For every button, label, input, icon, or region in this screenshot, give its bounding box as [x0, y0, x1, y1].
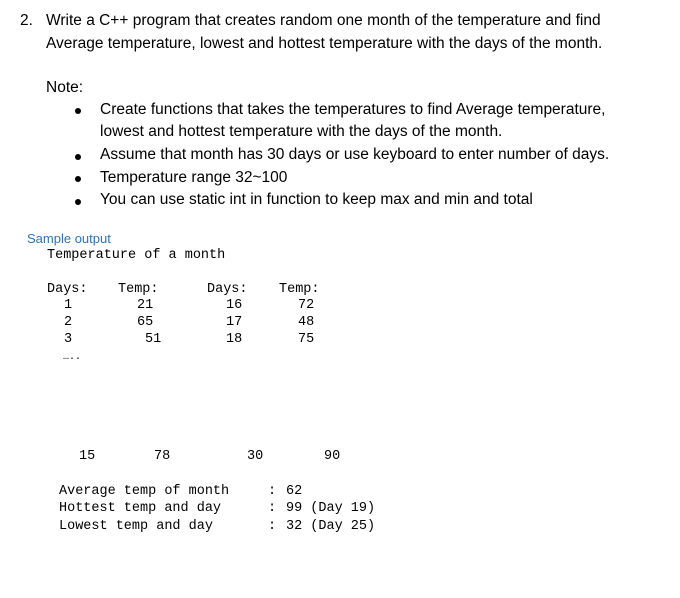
- bullet-dot: [75, 154, 81, 160]
- table-cell: 16: [226, 298, 243, 313]
- table-cell: 1: [64, 298, 73, 313]
- table-cell: 30: [247, 449, 264, 464]
- table-cell: 72: [298, 298, 315, 313]
- summary-hottest-sep: :: [268, 501, 277, 516]
- table-cell: 65: [137, 315, 154, 330]
- summary-average-value: 62: [286, 484, 303, 499]
- table-cell: 18: [226, 332, 243, 347]
- table-cell: 75: [298, 332, 315, 347]
- note-heading: Note:: [46, 79, 84, 96]
- summary-average-label: Average temp of month: [59, 484, 230, 499]
- table-cell: 15: [79, 449, 96, 464]
- table-cell: 17: [226, 315, 243, 330]
- table-cell: 90: [324, 449, 341, 464]
- summary-hottest-label: Hottest temp and day: [59, 501, 222, 516]
- note-bullet-1-line-2: lowest and hottest temperature with the days of the month.: [100, 123, 503, 140]
- summary-hottest-value: 99 (Day 19): [286, 501, 376, 516]
- note-bullet-4: You can use static int in function to keep max and min and total: [100, 191, 533, 208]
- sample-title: Temperature of a month: [47, 248, 226, 263]
- summary-average-sep: :: [268, 484, 277, 499]
- note-bullet-1-line-1: Create functions that takes the temperatures to find Average temperature,: [100, 101, 606, 118]
- header-temp-1: Temp:: [118, 282, 159, 297]
- table-cell: 3: [64, 332, 73, 347]
- header-days-2: Days:: [207, 282, 248, 297]
- header-temp-2: Temp:: [279, 282, 320, 297]
- note-bullet-2: Assume that month has 30 days or use keyboard to enter number of days.: [100, 146, 610, 163]
- bullet-dot: [75, 108, 81, 114]
- table-cell: 2: [64, 315, 73, 330]
- bullet-dot: [75, 176, 81, 182]
- question-line-2: Average temperature, lowest and hottest temperature with the days of the month.: [46, 35, 603, 52]
- table-cell: 78: [154, 449, 171, 464]
- bullet-dot: [75, 199, 81, 205]
- table-ellipsis: …..: [63, 352, 82, 363]
- table-cell: 21: [137, 298, 154, 313]
- table-cell: 51: [145, 332, 162, 347]
- summary-lowest-sep: :: [268, 519, 277, 534]
- question-line-1: Write a C++ program that creates random one month of the temperature and find: [46, 12, 601, 29]
- table-cell: 48: [298, 315, 315, 330]
- summary-lowest-label: Lowest temp and day: [59, 519, 213, 534]
- note-bullet-3: Temperature range 32~100: [100, 169, 288, 186]
- summary-lowest-value: 32 (Day 25): [286, 519, 376, 534]
- sample-output-label: Sample output: [27, 231, 111, 246]
- question-number: 2.: [20, 12, 33, 29]
- header-days-1: Days:: [47, 282, 88, 297]
